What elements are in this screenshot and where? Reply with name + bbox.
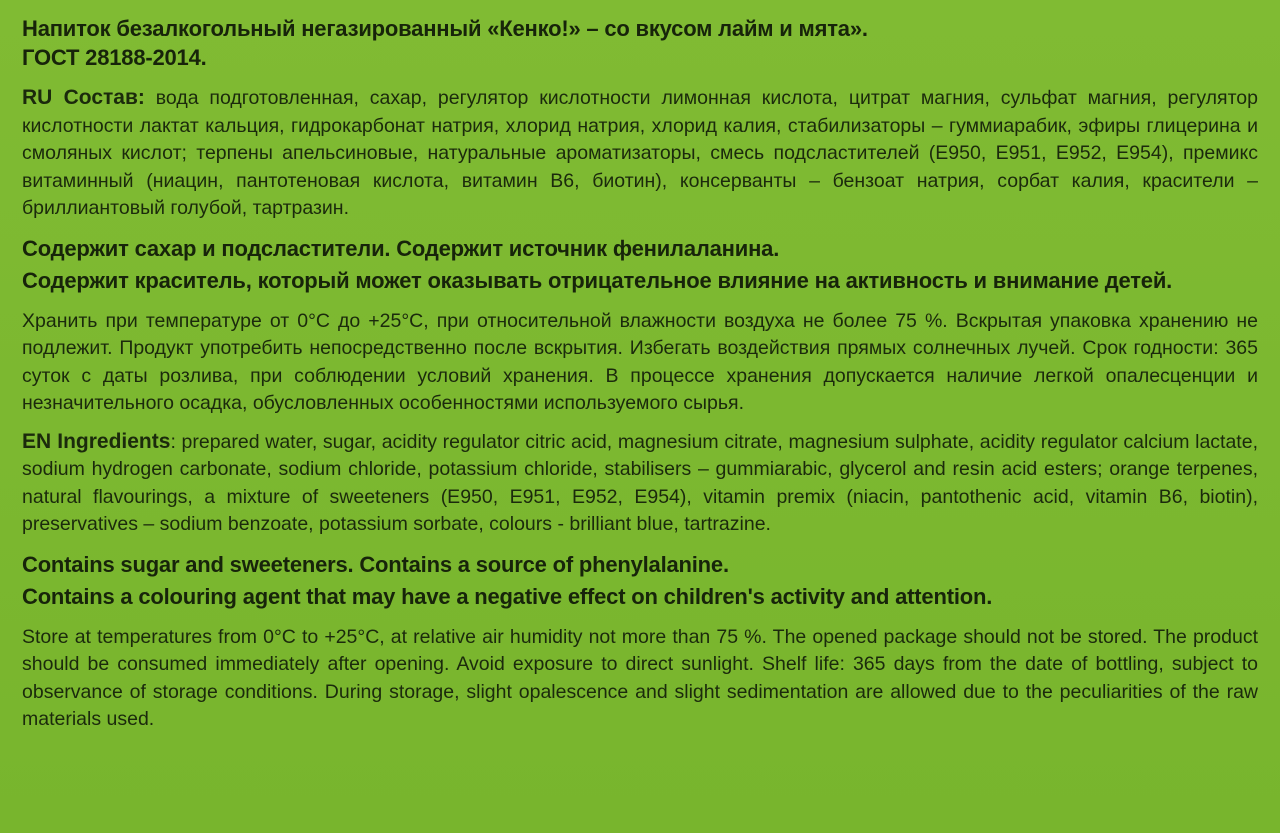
ru-storage: Хранить при температуре от 0°С до +25°С, при относительной влажности воздуха не более 75 %. Вскрытая упаковка хранению не подлежит. Продукт употребить непосредственно после вскрытия. Избегать воздействия прямых солнечных лучей. Срок годности: 365 суток с даты розлива, при соблюдении условий хранения. В процессе хранения допускается наличие легкой опалесценции и незначительного осадка, обусловленных особенностями используемого сырья. [22,309,1258,414]
ru-warning [22,233,1258,297]
en-ingredients-text: : prepared water, sugar, acidity regulator citric acid, magnesium citrate, magnesium sulphate, acidity regulator calcium lactate, sodium hydrogen carbonate, sodium chloride, potassium chloride, stabilisers – gummiarabic, glycerol and resin acid esters; orange terpenes, natural flavourings, a mixture of sweeteners (E950, E951, E952, E954), vitamin premix (niacin, pantothenic acid, vitamin B6, biotin), preservatives – sodium benzoate, potassium sorbate, colours - brilliant blue, tartrazine. [22,430,1258,535]
en-storage: Store at temperatures from 0°C to +25°C, at relative air humidity not more than 75 %. The opened package should not be stored. The product should be consumed immediately after opening. Avoid exposure to direct sunlight. Shelf life: 365 days from the date of bottling, subject to observance of storage conditions. During storage, slight opalescence and slight sedimentation are allowed due to the peculiarities of the raw materials used. [22,625,1258,730]
product-title [22,14,1258,72]
en-warning [22,549,1258,613]
en-warning-sugar: Contains sugar and sweeteners. Contains a source of phenylalanine. [22,551,729,577]
standard-code: ГОСТ 28188-2014. [22,45,207,70]
ru-warning-sugar: Содержит сахар и подсластители. Содержит источник фенилаланина. [22,235,780,261]
ru-composition [22,84,1258,223]
en-warning-colorant: Contains a colouring agent that may have a negative effect on children's activity and attention. [22,583,993,609]
ru-composition-label: RU Состав: [22,86,145,109]
ru-composition-text: вода подготовленная, сахар, регулятор кислотности лимонная кислота, цитрат магния, сульфат магния, регулятор кислотности лактат кальция, гидрокарбонат натрия, хлорид натрия, хлорид калия, стабилизаторы – гуммиарабик, эфиры глицерина и смоляных кислот; терпены апельсиновые, натуральные ароматизаторы, смесь подсластителей (Е950, Е951, Е952, Е954), премикс витаминный (ниацин, пантотеновая кислота, витамин В6, биотин), консерванты – бензоат натрия, сорбат калия, красители – бриллиантовый голубой, тартразин. [22,87,1258,219]
en-ingredients [22,428,1258,539]
product-name: Напиток безалкогольный негазированный «Кенко!» – со вкусом лайм и мята». [22,16,868,41]
ru-warning-colorant: Содержит краситель, который может оказывать отрицательное влияние на активность и внимание детей. [22,267,1173,293]
en-ingredients-label: EN Ingredients [22,429,171,453]
